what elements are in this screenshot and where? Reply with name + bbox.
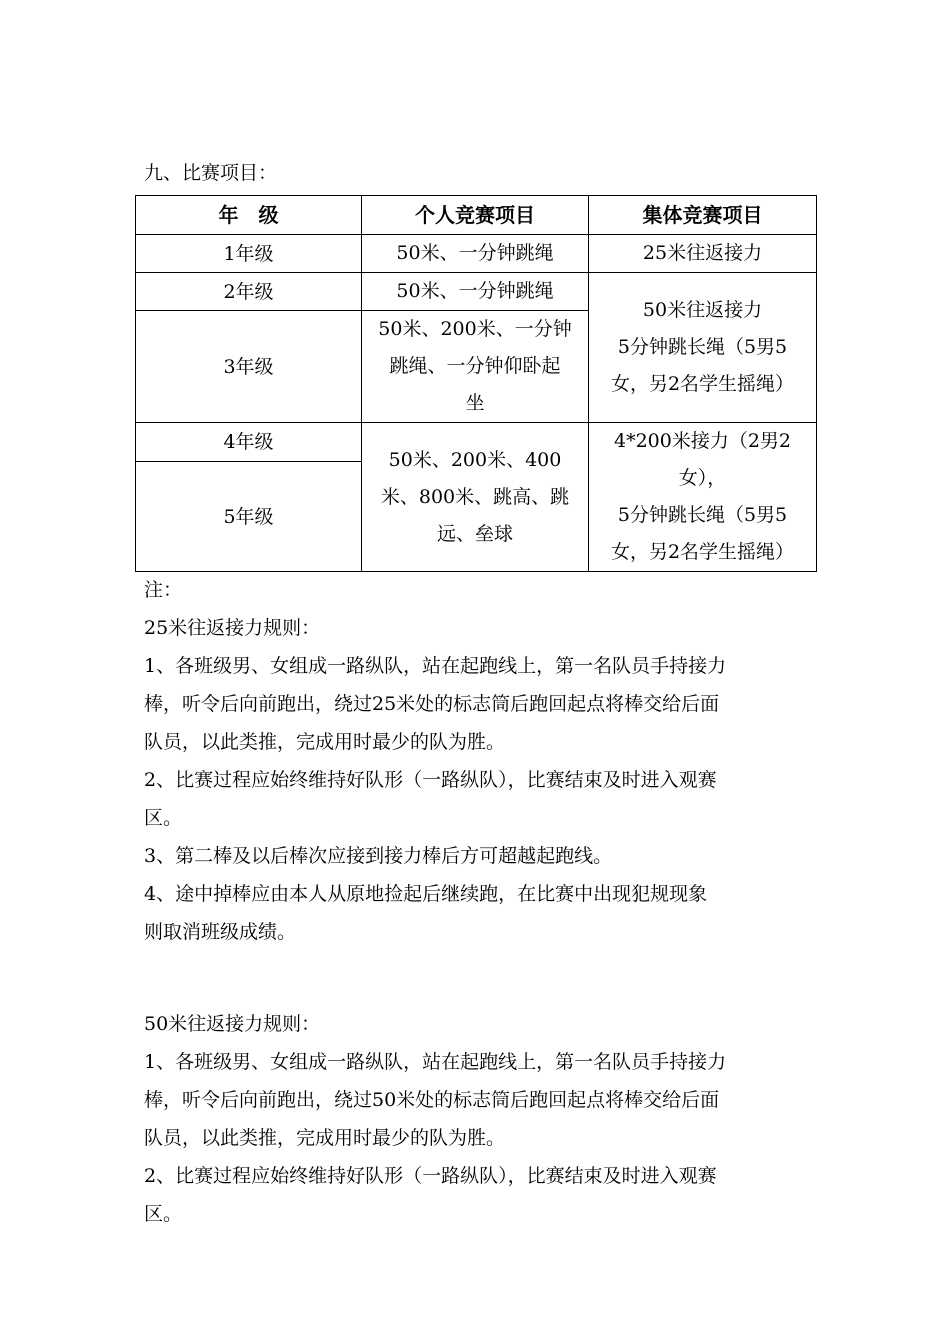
cell-line: 4*200米接力（2男2 bbox=[613, 430, 792, 452]
table-row bbox=[136, 423, 817, 462]
grade-cell: 5年级 bbox=[136, 462, 362, 572]
team-cell-grades-2-3 bbox=[589, 273, 817, 423]
notes-label: 注： bbox=[144, 579, 183, 601]
rule-title-50m: 50米往返接力规则： bbox=[144, 1013, 321, 1035]
rule-line: 队员，以此类推，完成用时最少的队为胜。 bbox=[144, 731, 506, 753]
section-heading: 九、比赛项目： bbox=[144, 162, 278, 184]
table-header-row bbox=[136, 196, 817, 235]
individual-cell: 50米、一分钟跳绳 bbox=[362, 273, 589, 311]
cell-line: 女，另2名学生摇绳） bbox=[610, 373, 795, 395]
team-cell-grades-4-5 bbox=[589, 423, 817, 572]
cell-line: 5分钟跳长绳（5男5 bbox=[617, 504, 788, 526]
header-team: 集体竞赛项目 bbox=[589, 196, 817, 235]
header-individual: 个人竞赛项目 bbox=[362, 196, 589, 235]
table-row bbox=[136, 235, 817, 273]
rule-line: 3、第二棒及以后棒次应接到接力棒后方可超越起跑线。 bbox=[144, 845, 613, 867]
grade-cell: 4年级 bbox=[136, 423, 362, 462]
cell-line: 坐 bbox=[465, 392, 485, 414]
cell-line: 50米、200米、400 bbox=[388, 448, 562, 471]
cell-line: 米、800米、跳高、跳 bbox=[380, 485, 570, 508]
cell-line: 远、垒球 bbox=[436, 522, 513, 545]
cell-line: 跳绳、一分钟仰卧起 bbox=[389, 355, 561, 377]
rule-line: 则取消班级成绩。 bbox=[144, 921, 297, 943]
rule-line: 2、比赛过程应始终维持好队形（一路纵队），比赛结束及时进入观赛 bbox=[144, 1165, 717, 1187]
grade-cell: 1年级 bbox=[136, 235, 362, 273]
rule-line: 区。 bbox=[144, 1203, 183, 1225]
individual-cell bbox=[362, 311, 589, 423]
cell-line: 50米往返接力 bbox=[642, 299, 763, 321]
rule-line: 棒，听令后向前跑出，绕过50米处的标志筒后跑回起点将棒交给后面 bbox=[144, 1089, 720, 1111]
rule-title-25m: 25米往返接力规则： bbox=[144, 617, 321, 639]
rule-line: 队员，以此类推，完成用时最少的队为胜。 bbox=[144, 1127, 506, 1149]
rule-line: 区。 bbox=[144, 807, 183, 829]
cell-line: 女，另2名学生摇绳） bbox=[610, 541, 795, 563]
rule-line: 1、各班级男、女组成一路纵队，站在起跑线上，第一名队员手持接力 bbox=[144, 655, 727, 677]
rule-line: 2、比赛过程应始终维持好队形（一路纵队），比赛结束及时进入观赛 bbox=[144, 769, 717, 791]
rule-line: 4、途中掉棒应由本人从原地捡起后继续跑，在比赛中出现犯规现象 bbox=[144, 883, 708, 905]
rule-line: 1、各班级男、女组成一路纵队，站在起跑线上，第一名队员手持接力 bbox=[144, 1051, 727, 1073]
cell-line: 女）， bbox=[678, 467, 727, 489]
rule-line: 棒，听令后向前跑出，绕过25米处的标志筒后跑回起点将棒交给后面 bbox=[144, 693, 720, 715]
individual-cell: 50米、一分钟跳绳 bbox=[362, 235, 589, 273]
individual-cell-grades-4-5 bbox=[362, 423, 589, 572]
team-cell: 25米往返接力 bbox=[589, 235, 817, 273]
grade-cell: 2年级 bbox=[136, 273, 362, 311]
header-grade: 年 级 bbox=[136, 196, 362, 235]
grade-cell: 3年级 bbox=[136, 311, 362, 423]
notes-50m bbox=[144, 1005, 814, 1233]
cell-line: 50米、200米、一分钟 bbox=[378, 318, 572, 340]
cell-line: 5分钟跳长绳（5男5 bbox=[617, 336, 788, 358]
competition-table bbox=[135, 195, 817, 572]
notes-25m bbox=[144, 571, 814, 951]
table-row bbox=[136, 273, 817, 311]
